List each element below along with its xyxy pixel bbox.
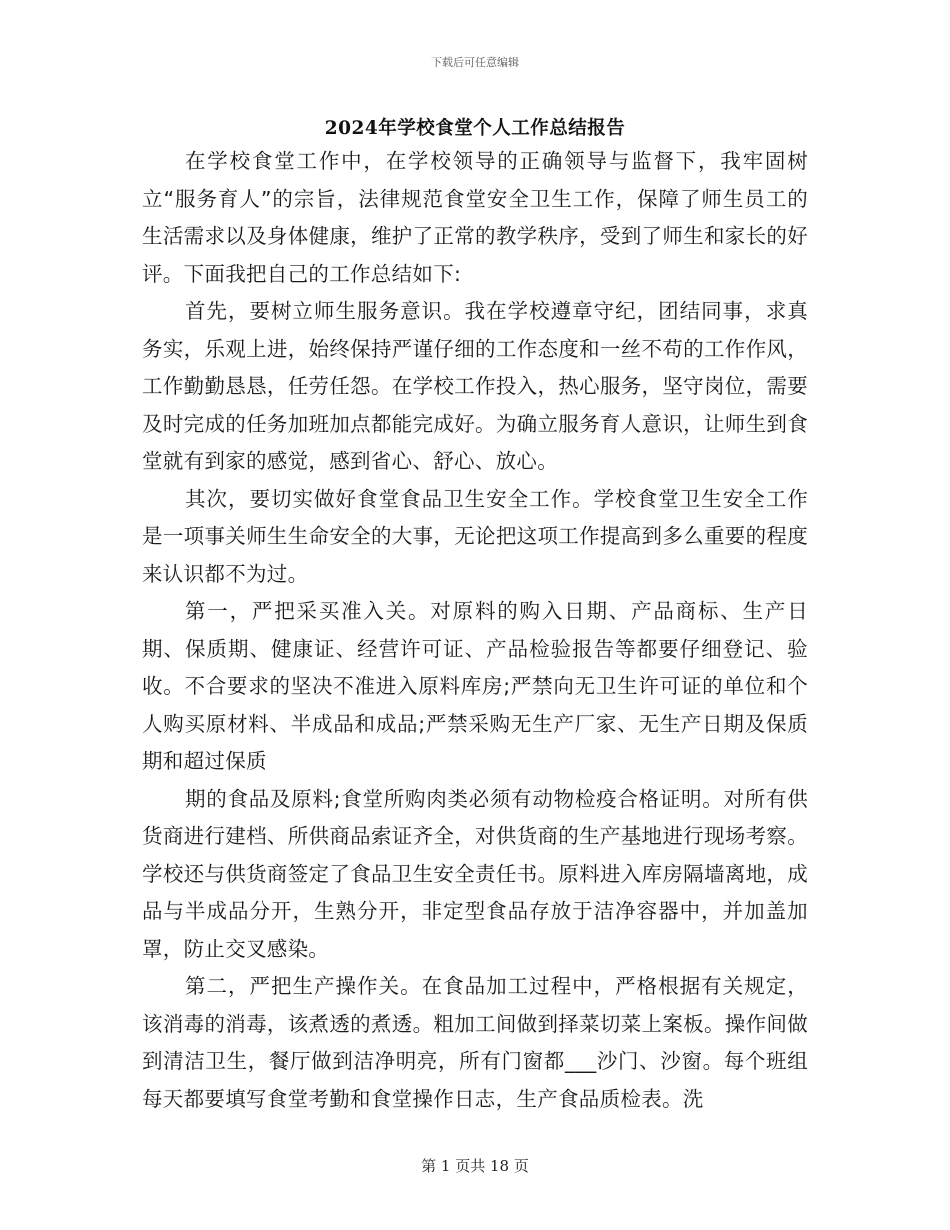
paragraph-production: 第二，严把生产操作关。在食品加工过程中，严格根据有关规定，该消毒的消毒，该煮透的煮透。粗加工间做到择菜切菜上案板。操作间做到清洁卫生，餐厅做到洁净明亮，所有门窗都___沙门、沙窗。每个班组每天都要填写食堂考勤和食堂操作日志，生产食品质检表。洗 [142, 974, 808, 1111]
page-number: 第 1 页共 18 页 [421, 1157, 529, 1175]
page-header-note: 下载后可任意编辑 [431, 56, 519, 69]
paragraph-procurement: 第一，严把采买准入关。对原料的购入日期、产品商标、生产日期、保质期、健康证、经营许可证、产品检验报告等都要仔细登记、验收。不合要求的坚决不准进入原料库房;严禁向无卫生许可证的单位和个人购买原材料、半成品和成品;严禁采购无生产厂家、无生产日期及保质期和超过保质 [142, 599, 808, 773]
paragraph-service-awareness: 首先，要树立师生服务意识。我在学校遵章守纪，团结同事，求真务实，乐观上进，始终保持严谨仔细的工作态度和一丝不苟的工作作风，工作勤勤恳恳，任劳任怨。在学校工作投入，热心服务，坚守岗位，需要及时完成的任务加班加点都能完成好。为确立服务育人意识，让师生到食堂就有到家的感觉，感到省心、舒心、放心。 [142, 299, 808, 473]
paragraph-raw-materials: 期的食品及原料;食堂所购肉类必须有动物检疫合格证明。对所有供货商进行建档、所供商品索证齐全，对供货商的生产基地进行现场考察。学校还与供货商签定了食品卫生安全责任书。原料进入库房隔墙离地，成品与半成品分开，生熟分开，非定型食品存放于洁净容器中，并加盖加罩，防止交叉感染。 [142, 786, 808, 961]
paragraph-food-safety: 其次，要切实做好食堂食品卫生安全工作。学校食堂卫生安全工作是一项事关师生生命安全的大事，无论把这项工作提高到多么重要的程度来认识都不为过。 [142, 486, 808, 586]
document-title: 2024年学校食堂个人工作总结报告 [324, 118, 626, 139]
document-body [142, 143, 808, 1118]
paragraph-intro: 在学校食堂工作中，在学校领导的正确领导与监督下，我牢固树立“服务育人”的宗旨，法律规范食堂安全卫生工作，保障了师生员工的生活需求以及身体健康，维护了正常的教学秩序，受到了师生和家长的好评。下面我把自己的工作总结如下: [142, 149, 808, 286]
